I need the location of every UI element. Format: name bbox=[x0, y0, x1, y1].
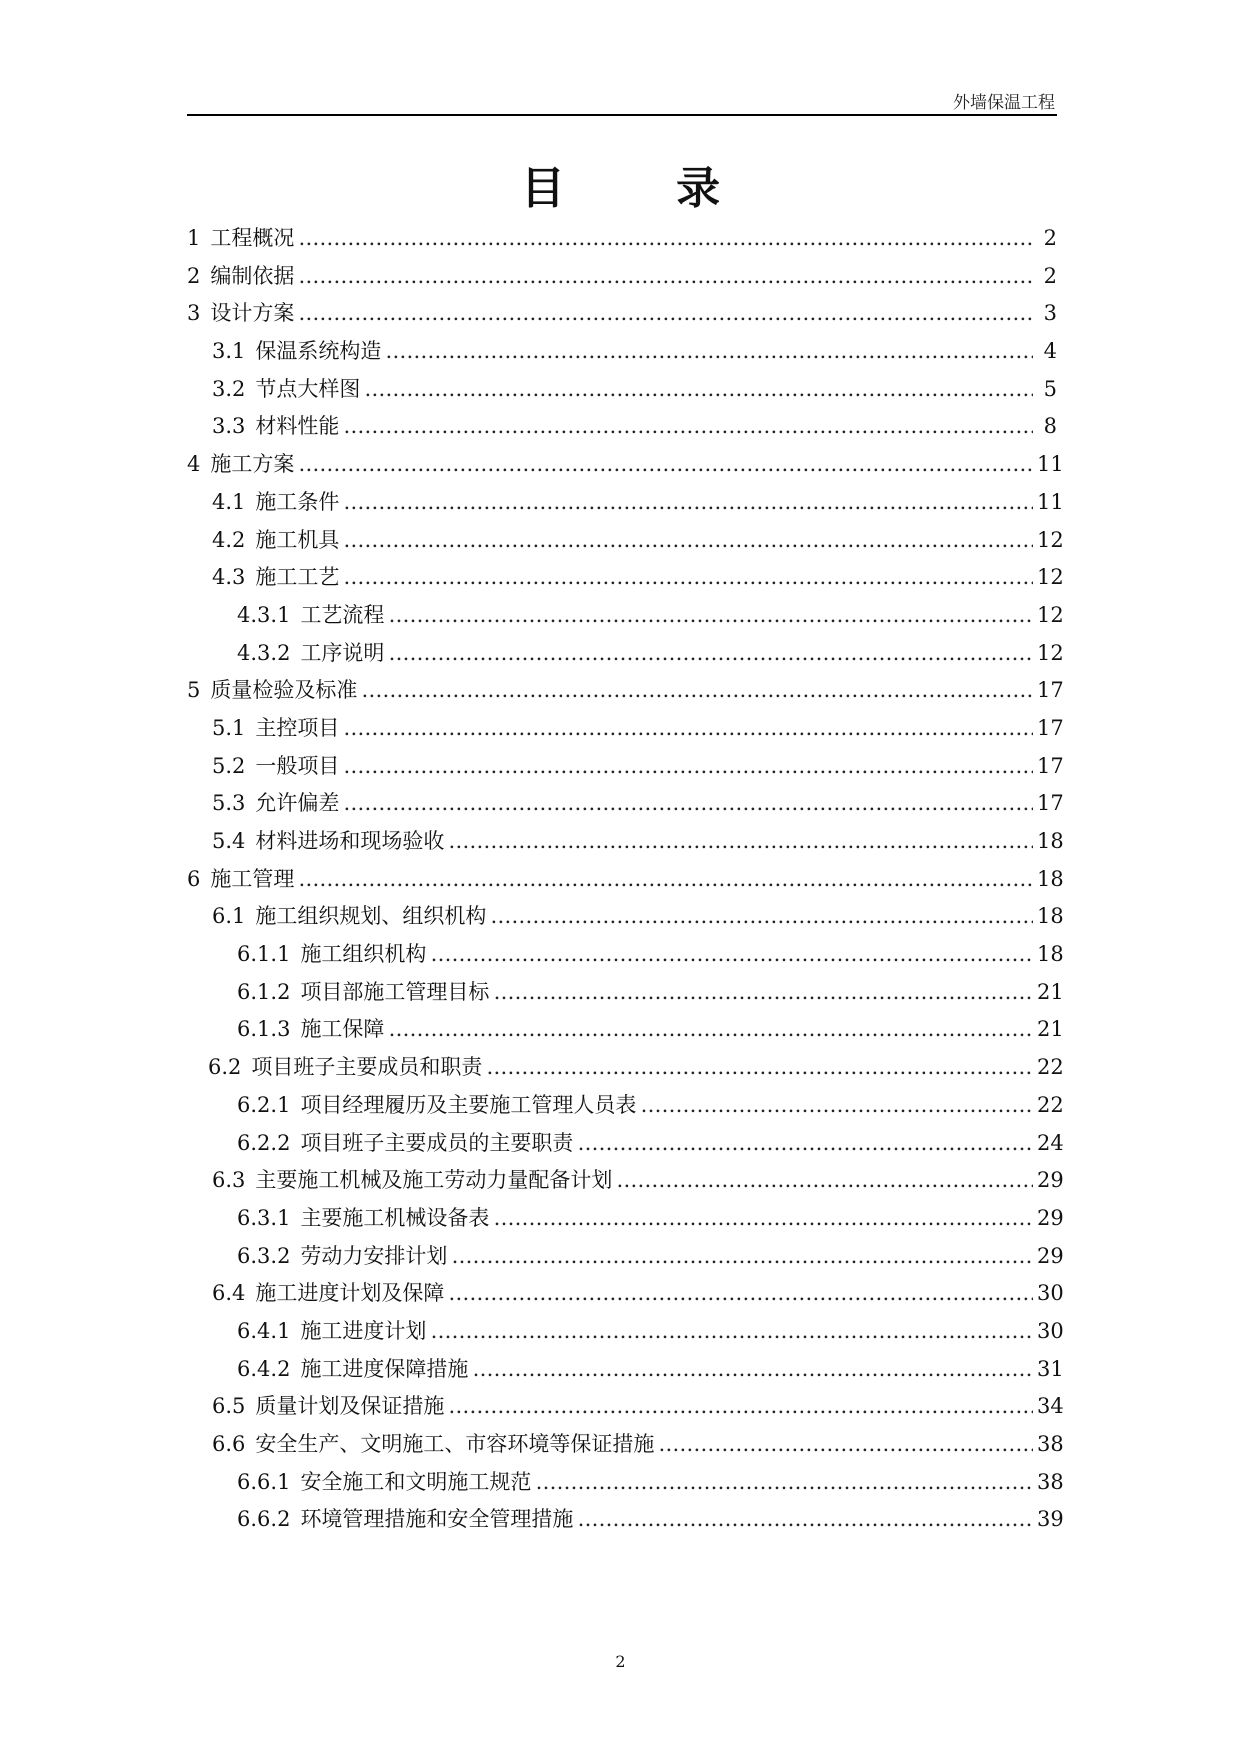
toc-entry-title: 施工进度计划 bbox=[300, 1318, 427, 1343]
toc-entry[interactable] bbox=[187, 1087, 1064, 1125]
toc-dot-leader bbox=[298, 446, 1033, 484]
toc-dot-leader bbox=[451, 1238, 1033, 1276]
toc-entry-number: 5.2 bbox=[212, 753, 246, 778]
toc-entry-title: 主要施工机械设备表 bbox=[300, 1205, 490, 1230]
toc-entry-title: 节点大样图 bbox=[255, 376, 361, 401]
toc-entry[interactable] bbox=[187, 785, 1064, 823]
toc-entry-number: 4.3 bbox=[212, 565, 246, 590]
toc-entry-title: 施工进度保障措施 bbox=[300, 1356, 469, 1381]
toc-entry-title: 施工组织规划、组织机构 bbox=[255, 904, 487, 929]
toc-entry[interactable] bbox=[187, 333, 1057, 371]
toc-entry-number: 6.4 bbox=[212, 1281, 246, 1306]
toc-entry[interactable] bbox=[187, 898, 1064, 936]
toc-entry-page: 21 bbox=[1037, 1017, 1064, 1042]
toc-entry-number: 3.2 bbox=[212, 376, 246, 401]
toc-entry[interactable] bbox=[187, 823, 1064, 861]
toc-entry-title: 设计方案 bbox=[210, 301, 295, 326]
toc-entry[interactable] bbox=[187, 710, 1064, 748]
toc-entry-page: 3 bbox=[1043, 301, 1057, 326]
toc-entry-number: 6.1.1 bbox=[237, 942, 291, 967]
page-number: 2 bbox=[615, 1652, 626, 1671]
toc-entry-title: 安全施工和文明施工规范 bbox=[300, 1469, 532, 1494]
toc-entry-page: 29 bbox=[1037, 1205, 1064, 1230]
toc-entry[interactable] bbox=[187, 1313, 1064, 1351]
toc-dot-leader bbox=[493, 1200, 1033, 1238]
toc-dot-leader bbox=[640, 1087, 1033, 1125]
toc-entry-number: 6.4.1 bbox=[237, 1318, 291, 1343]
toc-entry-title: 工艺流程 bbox=[300, 602, 385, 627]
toc-entry-title: 施工管理 bbox=[210, 866, 295, 891]
toc-entry-page: 18 bbox=[1037, 904, 1064, 929]
toc-entry-number: 6.1 bbox=[212, 904, 246, 929]
toc-entry-number: 6.6.1 bbox=[237, 1469, 291, 1494]
toc-entry[interactable] bbox=[187, 597, 1064, 635]
toc-entry-title: 质量检验及标准 bbox=[210, 678, 358, 703]
toc-entry[interactable] bbox=[187, 1275, 1064, 1313]
toc-entry[interactable] bbox=[187, 1351, 1064, 1389]
toc-dot-leader bbox=[298, 861, 1033, 899]
toc-dot-leader bbox=[493, 974, 1033, 1012]
toc-entry-number: 6.6 bbox=[212, 1432, 246, 1456]
toc-entry[interactable] bbox=[187, 1238, 1064, 1276]
toc-dot-leader bbox=[448, 1388, 1033, 1426]
toc-entry-page: 4 bbox=[1043, 339, 1057, 364]
toc-entry-page: 18 bbox=[1037, 942, 1064, 967]
toc-entry-number: 6.1.2 bbox=[237, 979, 291, 1004]
toc-entry-title: 施工条件 bbox=[255, 489, 340, 514]
toc-dot-leader bbox=[486, 1049, 1033, 1087]
toc-entry-title: 工程概况 bbox=[210, 226, 295, 250]
toc-entry-number: 2 bbox=[187, 263, 201, 288]
toc-entry-title: 保温系统构造 bbox=[255, 339, 382, 364]
toc-entry-page: 2 bbox=[1043, 263, 1057, 288]
toc-entry-title: 施工保障 bbox=[300, 1017, 385, 1042]
toc-entry-title: 主要施工机械及施工劳动力量配备计划 bbox=[255, 1168, 613, 1193]
toc-entry-title: 材料性能 bbox=[255, 414, 340, 439]
toc-entry[interactable] bbox=[187, 484, 1064, 522]
toc-entry-page: 11 bbox=[1037, 489, 1064, 514]
toc-entry-page: 17 bbox=[1037, 791, 1064, 816]
toc-dot-leader bbox=[448, 823, 1033, 861]
toc-dot-leader bbox=[385, 333, 1033, 371]
toc-entry-page: 17 bbox=[1037, 753, 1064, 778]
toc-entry-page: 38 bbox=[1037, 1432, 1064, 1456]
toc-dot-leader bbox=[388, 597, 1033, 635]
toc-entry[interactable] bbox=[187, 1501, 1064, 1539]
toc-dot-leader bbox=[343, 522, 1033, 560]
header-text: 外墙保温工程 bbox=[953, 93, 1055, 113]
toc-entry[interactable] bbox=[187, 1011, 1064, 1049]
toc-entry-title: 劳动力安排计划 bbox=[300, 1243, 448, 1268]
toc-entry-title: 项目部施工管理目标 bbox=[300, 979, 490, 1004]
toc-entry-number: 6.3.2 bbox=[237, 1243, 291, 1268]
toc-entry-number: 6.2.2 bbox=[237, 1130, 291, 1155]
toc-entry-title: 项目班子主要成员的主要职责 bbox=[300, 1130, 574, 1155]
toc-entry-title: 环境管理措施和安全管理措施 bbox=[300, 1507, 574, 1532]
toc-entry-number: 6.1.3 bbox=[237, 1017, 291, 1042]
toc-entry[interactable] bbox=[187, 371, 1057, 409]
toc-dot-leader bbox=[343, 408, 1033, 446]
toc-entry[interactable] bbox=[187, 1464, 1064, 1502]
toc-entry-number: 5.4 bbox=[212, 829, 246, 853]
toc-entry[interactable] bbox=[187, 635, 1064, 673]
toc-entry-title: 施工进度计划及保障 bbox=[255, 1281, 445, 1306]
toc-entry-number: 4.1 bbox=[212, 489, 246, 514]
toc-entry-page: 30 bbox=[1037, 1281, 1064, 1306]
toc-entry[interactable] bbox=[187, 446, 1064, 484]
toc-entry-number: 6.2.1 bbox=[237, 1092, 291, 1117]
toc-entry[interactable] bbox=[187, 220, 1057, 258]
toc-entry-title: 允许偏差 bbox=[255, 791, 340, 816]
toc-entry-number: 3.3 bbox=[212, 414, 246, 439]
toc-dot-leader bbox=[388, 635, 1033, 673]
toc-entry-page: 12 bbox=[1037, 640, 1064, 665]
toc-entry[interactable] bbox=[187, 1388, 1064, 1426]
toc-dot-leader bbox=[535, 1464, 1033, 1502]
toc-entry-title: 施工机具 bbox=[255, 527, 340, 552]
toc-entry-number: 4.3.1 bbox=[237, 602, 291, 627]
toc-dot-leader bbox=[472, 1351, 1033, 1389]
toc-entry-page: 39 bbox=[1037, 1507, 1064, 1532]
toc-entry[interactable] bbox=[187, 522, 1064, 560]
toc-entry-number: 6.3.1 bbox=[237, 1205, 291, 1230]
toc-entry-number: 3.1 bbox=[212, 339, 246, 364]
toc-entry-page: 12 bbox=[1037, 565, 1064, 590]
toc-entry[interactable] bbox=[187, 861, 1064, 899]
toc-entry-title: 项目班子主要成员和职责 bbox=[251, 1055, 483, 1080]
toc-dot-leader bbox=[343, 559, 1033, 597]
toc-entry-page: 2 bbox=[1043, 226, 1057, 250]
toc-entry[interactable] bbox=[187, 672, 1064, 710]
toc-entry-title: 质量计划及保证措施 bbox=[255, 1394, 445, 1419]
toc-dot-leader bbox=[343, 748, 1033, 786]
toc-entry-page: 21 bbox=[1037, 979, 1064, 1004]
toc-entry-title: 主控项目 bbox=[255, 715, 340, 740]
toc-entry-title: 一般项目 bbox=[255, 753, 340, 778]
toc-entry-page: 18 bbox=[1037, 866, 1064, 891]
toc-entry-page: 38 bbox=[1037, 1469, 1064, 1494]
toc-dot-leader bbox=[616, 1162, 1033, 1200]
toc-entry-number: 5.3 bbox=[212, 791, 246, 816]
toc-entry-title: 安全生产、文明施工、市容环境等保证措施 bbox=[255, 1432, 655, 1456]
toc-entry-number: 5.1 bbox=[212, 715, 246, 740]
toc-dot-leader bbox=[343, 785, 1033, 823]
toc-entry[interactable] bbox=[187, 408, 1057, 446]
toc-entry[interactable] bbox=[187, 295, 1057, 333]
toc-entry-number: 4.2 bbox=[212, 527, 246, 552]
toc-entry-title: 材料进场和现场验收 bbox=[255, 829, 445, 853]
toc-entry-page: 5 bbox=[1043, 376, 1057, 401]
toc-dot-leader bbox=[577, 1125, 1033, 1163]
toc-entry-page: 34 bbox=[1037, 1394, 1064, 1419]
toc-entry[interactable] bbox=[187, 559, 1064, 597]
toc-entry-number: 6 bbox=[187, 866, 201, 891]
toc-dot-leader bbox=[343, 710, 1033, 748]
toc-entry[interactable] bbox=[187, 1125, 1064, 1163]
page-header bbox=[187, 86, 1057, 116]
toc-entry-number: 6.5 bbox=[212, 1394, 246, 1419]
toc-entry-page: 29 bbox=[1037, 1243, 1064, 1268]
toc-entry-page: 31 bbox=[1037, 1356, 1064, 1381]
toc-dot-leader bbox=[388, 1011, 1033, 1049]
toc-entry-number: 6.2 bbox=[208, 1055, 242, 1080]
toc-entry[interactable] bbox=[187, 1049, 1064, 1087]
toc-dot-leader bbox=[658, 1426, 1033, 1464]
toc-entry-title: 编制依据 bbox=[210, 263, 295, 288]
toc-entry-title: 项目经理履历及主要施工管理人员表 bbox=[300, 1092, 637, 1117]
toc-dot-leader bbox=[490, 898, 1033, 936]
toc-dot-leader bbox=[343, 484, 1033, 522]
toc-dot-leader bbox=[298, 295, 1033, 333]
toc-entry[interactable] bbox=[187, 1162, 1064, 1200]
toc-dot-leader bbox=[430, 1313, 1033, 1351]
toc-entry-number: 6.6.2 bbox=[237, 1507, 291, 1532]
toc-entry[interactable] bbox=[187, 1426, 1064, 1464]
toc-entry-title: 工序说明 bbox=[300, 640, 385, 665]
toc-entry-title: 施工方案 bbox=[210, 452, 295, 477]
toc-entry-page: 17 bbox=[1037, 678, 1064, 703]
toc-entry[interactable] bbox=[187, 1200, 1064, 1238]
toc-entry-number: 6.3 bbox=[212, 1168, 246, 1193]
toc-entry-title: 施工工艺 bbox=[255, 565, 340, 590]
toc-dot-leader bbox=[364, 371, 1033, 409]
toc-dot-leader bbox=[361, 672, 1033, 710]
toc-entry-page: 12 bbox=[1037, 527, 1064, 552]
toc-entry-page: 22 bbox=[1037, 1092, 1064, 1117]
toc-entry-page: 17 bbox=[1037, 715, 1064, 740]
toc-entry-title: 施工组织机构 bbox=[300, 942, 427, 967]
toc-entry-page: 18 bbox=[1037, 829, 1064, 853]
toc-entry-page: 8 bbox=[1043, 414, 1057, 439]
toc-entry-page: 12 bbox=[1037, 602, 1064, 627]
toc-dot-leader bbox=[298, 258, 1033, 296]
toc-entry-number: 4 bbox=[187, 452, 201, 477]
toc-entry-page: 30 bbox=[1037, 1318, 1064, 1343]
toc-entry[interactable] bbox=[187, 748, 1064, 786]
table-of-contents bbox=[187, 220, 1064, 1539]
toc-dot-leader bbox=[430, 936, 1033, 974]
toc-entry[interactable] bbox=[187, 974, 1064, 1012]
toc-entry-page: 11 bbox=[1037, 452, 1064, 477]
document-title: 目 录 bbox=[520, 163, 769, 214]
toc-entry-number: 6.4.2 bbox=[237, 1356, 291, 1381]
toc-entry-page: 22 bbox=[1037, 1055, 1064, 1080]
toc-entry[interactable] bbox=[187, 258, 1057, 296]
toc-dot-leader bbox=[577, 1501, 1033, 1539]
toc-entry-number: 3 bbox=[187, 301, 201, 326]
toc-entry[interactable] bbox=[187, 936, 1064, 974]
toc-entry-number: 4.3.2 bbox=[237, 640, 291, 665]
toc-entry-page: 29 bbox=[1037, 1168, 1064, 1193]
toc-dot-leader bbox=[298, 220, 1033, 258]
toc-dot-leader bbox=[448, 1275, 1033, 1313]
toc-entry-number: 1 bbox=[187, 226, 201, 250]
toc-entry-number: 5 bbox=[187, 678, 201, 703]
toc-entry-page: 24 bbox=[1037, 1130, 1064, 1155]
